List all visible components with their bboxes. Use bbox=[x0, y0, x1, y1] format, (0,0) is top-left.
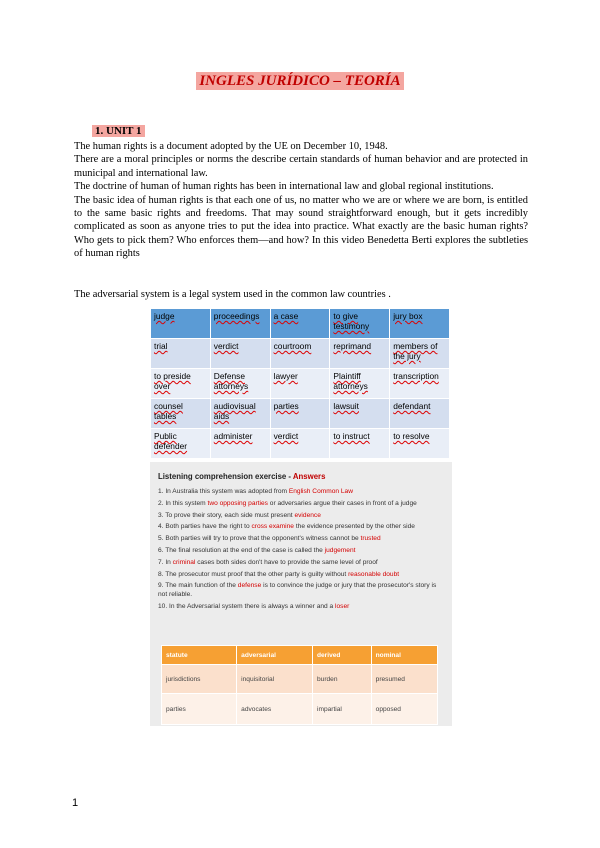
list-item: 8. The prosecutor must proof that the other party is guilty without reasonable doubt bbox=[158, 570, 400, 578]
table-cell: to give testimony bbox=[330, 309, 390, 339]
table-row bbox=[151, 429, 450, 459]
table-header-row bbox=[162, 646, 438, 665]
table-header-cell: derived bbox=[312, 646, 371, 665]
table-cell: jurisdictions bbox=[162, 665, 237, 694]
table-cell: audiovisual aids bbox=[210, 399, 270, 429]
paragraph: The human rights is a document adopted by the UE on December 10, 1948. bbox=[74, 141, 388, 152]
table-cell: parties bbox=[270, 399, 330, 429]
table-row bbox=[151, 339, 450, 369]
list-item: 7. In criminal cases both sides don't have to provide the same level of proof bbox=[158, 558, 378, 566]
table-cell: verdict bbox=[210, 339, 270, 369]
table-cell: advocates bbox=[237, 694, 313, 725]
table-cell: jury box bbox=[390, 309, 450, 339]
page-number: 1 bbox=[72, 797, 79, 809]
table-cell: members of the jury bbox=[390, 339, 450, 369]
paragraph: The basic idea of human rights is that each one of us, no matter who we are or where we are born, is entitled to the same basic rights and freedoms. That may sound straightforward enough, but it gets incredibly complicated as soon as anyone tries to put the idea into practice. What exactly are the basic human rights? Who gets to pick them? Who enforces them—and how? In this video Benedetta Berti explores the subtleties of human rights bbox=[74, 194, 528, 260]
list-item: 3. To prove their story, each side must present evidence bbox=[158, 511, 321, 519]
unit-heading bbox=[92, 125, 145, 137]
terms-table bbox=[161, 645, 438, 725]
list-item: 1. In Australia this system was adopted from English Common Law bbox=[158, 488, 353, 495]
table-cell: judge bbox=[151, 309, 211, 339]
paragraph: The doctrine of human of human rights has been in international law and global regional institutions. bbox=[74, 181, 494, 193]
table-cell: inquisitorial bbox=[237, 665, 313, 694]
table-cell: lawyer bbox=[270, 369, 330, 399]
table-cell: burden bbox=[312, 665, 371, 694]
list-item: 10. In the Adversarial system there is always a winner and a loser bbox=[158, 602, 350, 610]
table-row bbox=[151, 399, 450, 429]
table-header-cell: statute bbox=[162, 646, 237, 665]
list-item: 4. Both parties have the right to cross examine the evidence presented by the other side bbox=[158, 523, 415, 531]
table-cell: to preside over bbox=[151, 369, 211, 399]
vocabulary-table bbox=[150, 308, 450, 459]
list-item: 5. Both parties will try to prove that the opponent's witness cannot be trusted bbox=[158, 535, 381, 543]
table-cell: transcription bbox=[390, 369, 450, 399]
table-cell: defendant bbox=[390, 399, 450, 429]
table-cell: to resolve bbox=[390, 429, 450, 459]
table-cell: Defense attorneys bbox=[210, 369, 270, 399]
table-cell: verdict bbox=[270, 429, 330, 459]
listening-heading: Listening comprehension exercise - Answers bbox=[158, 472, 326, 481]
table-row bbox=[162, 665, 438, 694]
list-item: 9. The main function of the defense is to convince the judge or jury that the prosecutor's story is not reliable. bbox=[158, 582, 437, 599]
page-title-text: INGLES JURÍDICO – TEORÍA bbox=[196, 72, 403, 90]
table-cell: lawsuit bbox=[330, 399, 390, 429]
answers-list bbox=[158, 488, 446, 615]
table-header-cell: nominal bbox=[371, 646, 437, 665]
table-cell: opposed bbox=[371, 694, 437, 725]
table-cell: Plaintiff attorneys bbox=[330, 369, 390, 399]
table-cell: Public defender bbox=[151, 429, 211, 459]
table-cell: courtroom bbox=[270, 339, 330, 369]
list-item: 2. In this system two opposing parties or adversaries argue their cases in front of a judge bbox=[158, 499, 417, 507]
table-row bbox=[151, 369, 450, 399]
body-text bbox=[74, 140, 528, 261]
paragraph: There are a moral principles or norms the describe certain standards of human behavior and are protected in municipal and international law. bbox=[74, 154, 528, 179]
list-item: 6. The final resolution at the end of the case is called the judgement bbox=[158, 546, 356, 554]
table-cell: administer bbox=[210, 429, 270, 459]
table-row bbox=[151, 309, 450, 339]
page-title bbox=[0, 72, 600, 90]
table-header-cell: adversarial bbox=[237, 646, 313, 665]
table-cell: a case bbox=[270, 309, 330, 339]
adversarial-note: The adversarial system is a legal system used in the common law countries . bbox=[74, 289, 391, 300]
table-row bbox=[162, 694, 438, 725]
table-cell: trial bbox=[151, 339, 211, 369]
unit-heading-text: 1. UNIT 1 bbox=[92, 125, 145, 137]
table-cell: presumed bbox=[371, 665, 437, 694]
table-cell: impartial bbox=[312, 694, 371, 725]
table-cell: proceedings bbox=[210, 309, 270, 339]
table-cell: parties bbox=[162, 694, 237, 725]
table-cell: reprimand bbox=[330, 339, 390, 369]
table-cell: counsel tables bbox=[151, 399, 211, 429]
table-cell: to instruct bbox=[330, 429, 390, 459]
